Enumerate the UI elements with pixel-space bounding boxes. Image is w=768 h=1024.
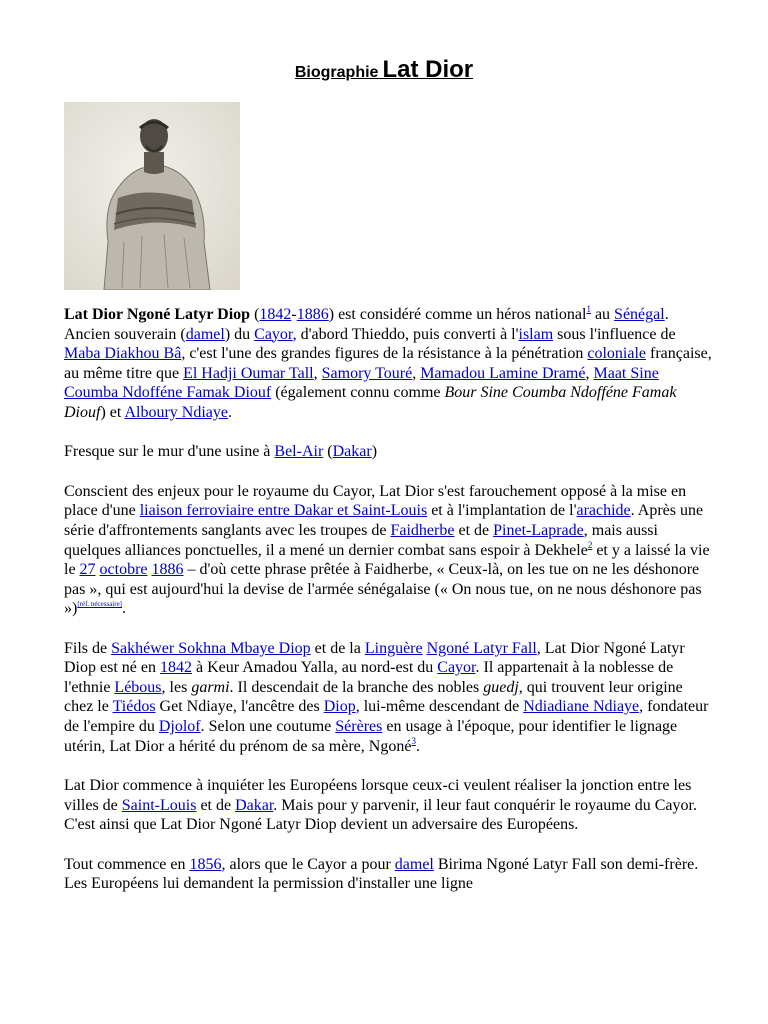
text-span: .	[415, 737, 420, 755]
text-span: Fresque sur le mur d'une usine à	[64, 443, 275, 461]
text-span: au	[590, 306, 615, 323]
text-span: ,	[412, 364, 421, 382]
text-span: , c'est l'une des grandes figures de la résistance à la pénétration	[181, 345, 588, 363]
text-span: (également connu comme	[271, 384, 445, 402]
text-span: à Keur Amadou Yalla, au nord-est du	[191, 659, 438, 677]
link-maat-sine[interactable]: Maat Sine Coumba Ndofféne Famak Diouf	[64, 364, 659, 402]
text-span: . Il appartenait à la noblesse de l'ethnie	[64, 659, 674, 696]
link-1842[interactable]: 1842	[259, 306, 292, 323]
link-octobre[interactable]: octobre	[99, 561, 148, 579]
text-span: . Selon une coutume	[200, 718, 336, 736]
text-span: – d'où cette phrase prêtée à Faidherbe, « Ceux-là, on les tue on ne les déshonore pas », qui est aujourd'hui la devise de l'armée sénégalaise (« On nous tue, on ne nous déshonore pas »)	[64, 561, 702, 618]
text-span: )	[371, 443, 378, 461]
text-span: sous l'influence de	[553, 325, 676, 343]
link-lebous[interactable]: Lébous	[114, 678, 162, 696]
text-span: Lat Dior commence à inquiéter les Européens lorsque ceux-ci veulent réaliser la jonction entre les villes de	[64, 777, 692, 814]
link-diop[interactable]: Diop	[323, 698, 356, 716]
text-span: en usage à l'époque, pour identifier le lignage utérin, Lat Dior a hérité du prénom de sa mère, Ngoné	[64, 718, 678, 755]
text-span: et de	[196, 796, 236, 814]
text-span: Get Ndiaye, l'ancêtre des	[155, 698, 324, 716]
link-sereres[interactable]: Sérères	[335, 718, 383, 736]
link-dakar-2[interactable]: Dakar	[235, 796, 274, 814]
link-1886[interactable]: 1886	[296, 306, 329, 323]
paragraph-intro	[64, 305, 714, 423]
link-alboury-ndiaye[interactable]: Alboury Ndiaye	[124, 403, 228, 421]
text-span: Birima Ngoné Latyr Fall son demi-frère. Les Européens lui demandent la permission d'installer une ligne	[64, 855, 699, 893]
text-span: et de	[454, 521, 494, 539]
citation-needed-link[interactable]: [réf. nécessaire]	[77, 600, 123, 609]
footnote-1[interactable]: 1	[586, 304, 591, 314]
text-span: (	[323, 443, 333, 461]
text-span: et y a laissé la vie le	[64, 541, 710, 579]
link-saint-louis[interactable]: Saint-Louis	[121, 796, 197, 814]
title-name: Lat Dior	[382, 56, 474, 83]
text-span: Tout commence en	[64, 855, 190, 873]
portrait-drawing-icon	[64, 102, 240, 290]
italic-bour-sine: Bour Sine Coumba Ndofféne Famak Diouf	[64, 384, 677, 421]
link-mamadou-lamine-drame[interactable]: Mamadou Lamine Dramé	[420, 364, 586, 382]
link-dakar[interactable]: Dakar	[332, 443, 372, 461]
text-span: ) du	[224, 325, 255, 343]
text-span: , Lat Dior Ngoné Latyr Diop est né en	[64, 639, 685, 677]
text-span: . Mais pour y parvenir, il leur faut conquérir le royaume du Cayor. C'est ainsi que Lat Dior Ngoné Latyr Diop devient un adversaire des Européens.	[64, 796, 697, 834]
text-span: , d'abord Thieddo, puis converti à l'	[292, 325, 519, 343]
italic-garmi: garmi	[191, 678, 230, 696]
text-span: (	[254, 306, 260, 323]
text-span: .	[122, 600, 127, 618]
link-liaison-ferroviaire[interactable]: liaison ferroviaire entre Dakar et Saint-Louis	[139, 502, 428, 520]
link-ngone-latyr-fall[interactable]: Ngoné Latyr Fall	[426, 639, 537, 657]
text-span: . Ancien souverain (	[64, 306, 669, 343]
subject-name: Lat Dior Ngoné Latyr Diop	[64, 306, 251, 323]
link-27[interactable]: 27	[79, 561, 96, 579]
article-body	[64, 305, 714, 914]
text-span: ,	[313, 364, 322, 382]
link-faidherbe[interactable]: Faidherbe	[390, 521, 455, 539]
link-cayor-2[interactable]: Cayor	[437, 659, 476, 677]
text-span: ) et	[100, 403, 125, 421]
paragraph-caption	[64, 442, 714, 462]
text-span: , qui trouvent leur origine chez le	[64, 678, 683, 716]
text-span: française, au même titre que	[64, 345, 712, 382]
link-coloniale[interactable]: coloniale	[587, 345, 646, 363]
portrait-image	[64, 102, 240, 290]
link-ndiadiane-ndiaye[interactable]: Ndiadiane Ndiaye	[523, 698, 640, 716]
title-prefix: Biographie	[294, 64, 379, 81]
footnote-2[interactable]: 2	[587, 539, 593, 550]
link-sakhewer[interactable]: Sakhéwer Sokhna Mbaye Diop	[111, 639, 311, 657]
link-tiedos[interactable]: Tiédos	[112, 698, 156, 716]
link-1856[interactable]: 1856	[189, 855, 222, 873]
text-span: et de la	[310, 639, 365, 657]
link-djolof[interactable]: Djolof	[158, 718, 201, 736]
link-arachide[interactable]: arachide	[576, 502, 631, 520]
text-span: , mais aussi quelques alliances ponctuelles, il a mené un dernier combat sans espoir à Dekhele	[64, 521, 658, 559]
text-span: , alors que le Cayor a pour	[221, 855, 395, 873]
text-span: ,	[585, 364, 594, 382]
paragraph-europeans	[64, 776, 714, 835]
text-span: -	[291, 306, 297, 323]
paragraph-beginning	[64, 855, 714, 894]
page-title	[0, 58, 768, 82]
link-bel-air[interactable]: Bel-Air	[274, 443, 324, 461]
text-span: Conscient des enjeux pour le royaume du Cayor, Lat Dior s'est farouchement opposé à la mise en place d'une	[64, 482, 687, 520]
footnote-3[interactable]: 3	[411, 735, 416, 746]
link-damel-2[interactable]: damel	[394, 855, 434, 873]
link-islam[interactable]: islam	[518, 325, 554, 343]
text-span: et à l'implantation de l'	[427, 502, 577, 520]
text-span: . Après une série d'affrontements sanglants avec les troupes de	[64, 502, 704, 539]
link-1886-death[interactable]: 1886	[151, 561, 184, 579]
link-linguere[interactable]: Linguère	[364, 639, 423, 657]
text-span: ) est considéré comme un héros national	[328, 306, 587, 323]
link-maba-diakhou-ba[interactable]: Maba Diakhou Bâ	[64, 345, 182, 363]
link-senegal[interactable]: Sénégal	[614, 306, 665, 323]
link-damel[interactable]: damel	[185, 325, 225, 343]
text-span: . Il descendait de la branche des nobles	[229, 678, 484, 696]
text-span: Fils de	[64, 639, 112, 657]
text-span: , lui-même descendant de	[355, 698, 524, 716]
link-pinet-laprade[interactable]: Pinet-Laprade	[493, 521, 584, 539]
text-span: .	[227, 403, 232, 421]
text-span: , fondateur de l'empire du	[64, 698, 709, 736]
link-cayor[interactable]: Cayor	[254, 325, 293, 343]
paragraph-origins	[64, 639, 714, 757]
link-el-hadji-oumar-tall[interactable]: El Hadji Oumar Tall	[183, 364, 314, 382]
text-span: , les	[161, 678, 192, 696]
link-samory-toure[interactable]: Samory Touré	[321, 364, 413, 382]
link-1842-birth[interactable]: 1842	[159, 659, 192, 677]
italic-guedj: guedj	[483, 678, 519, 696]
paragraph-resistance	[64, 482, 714, 619]
